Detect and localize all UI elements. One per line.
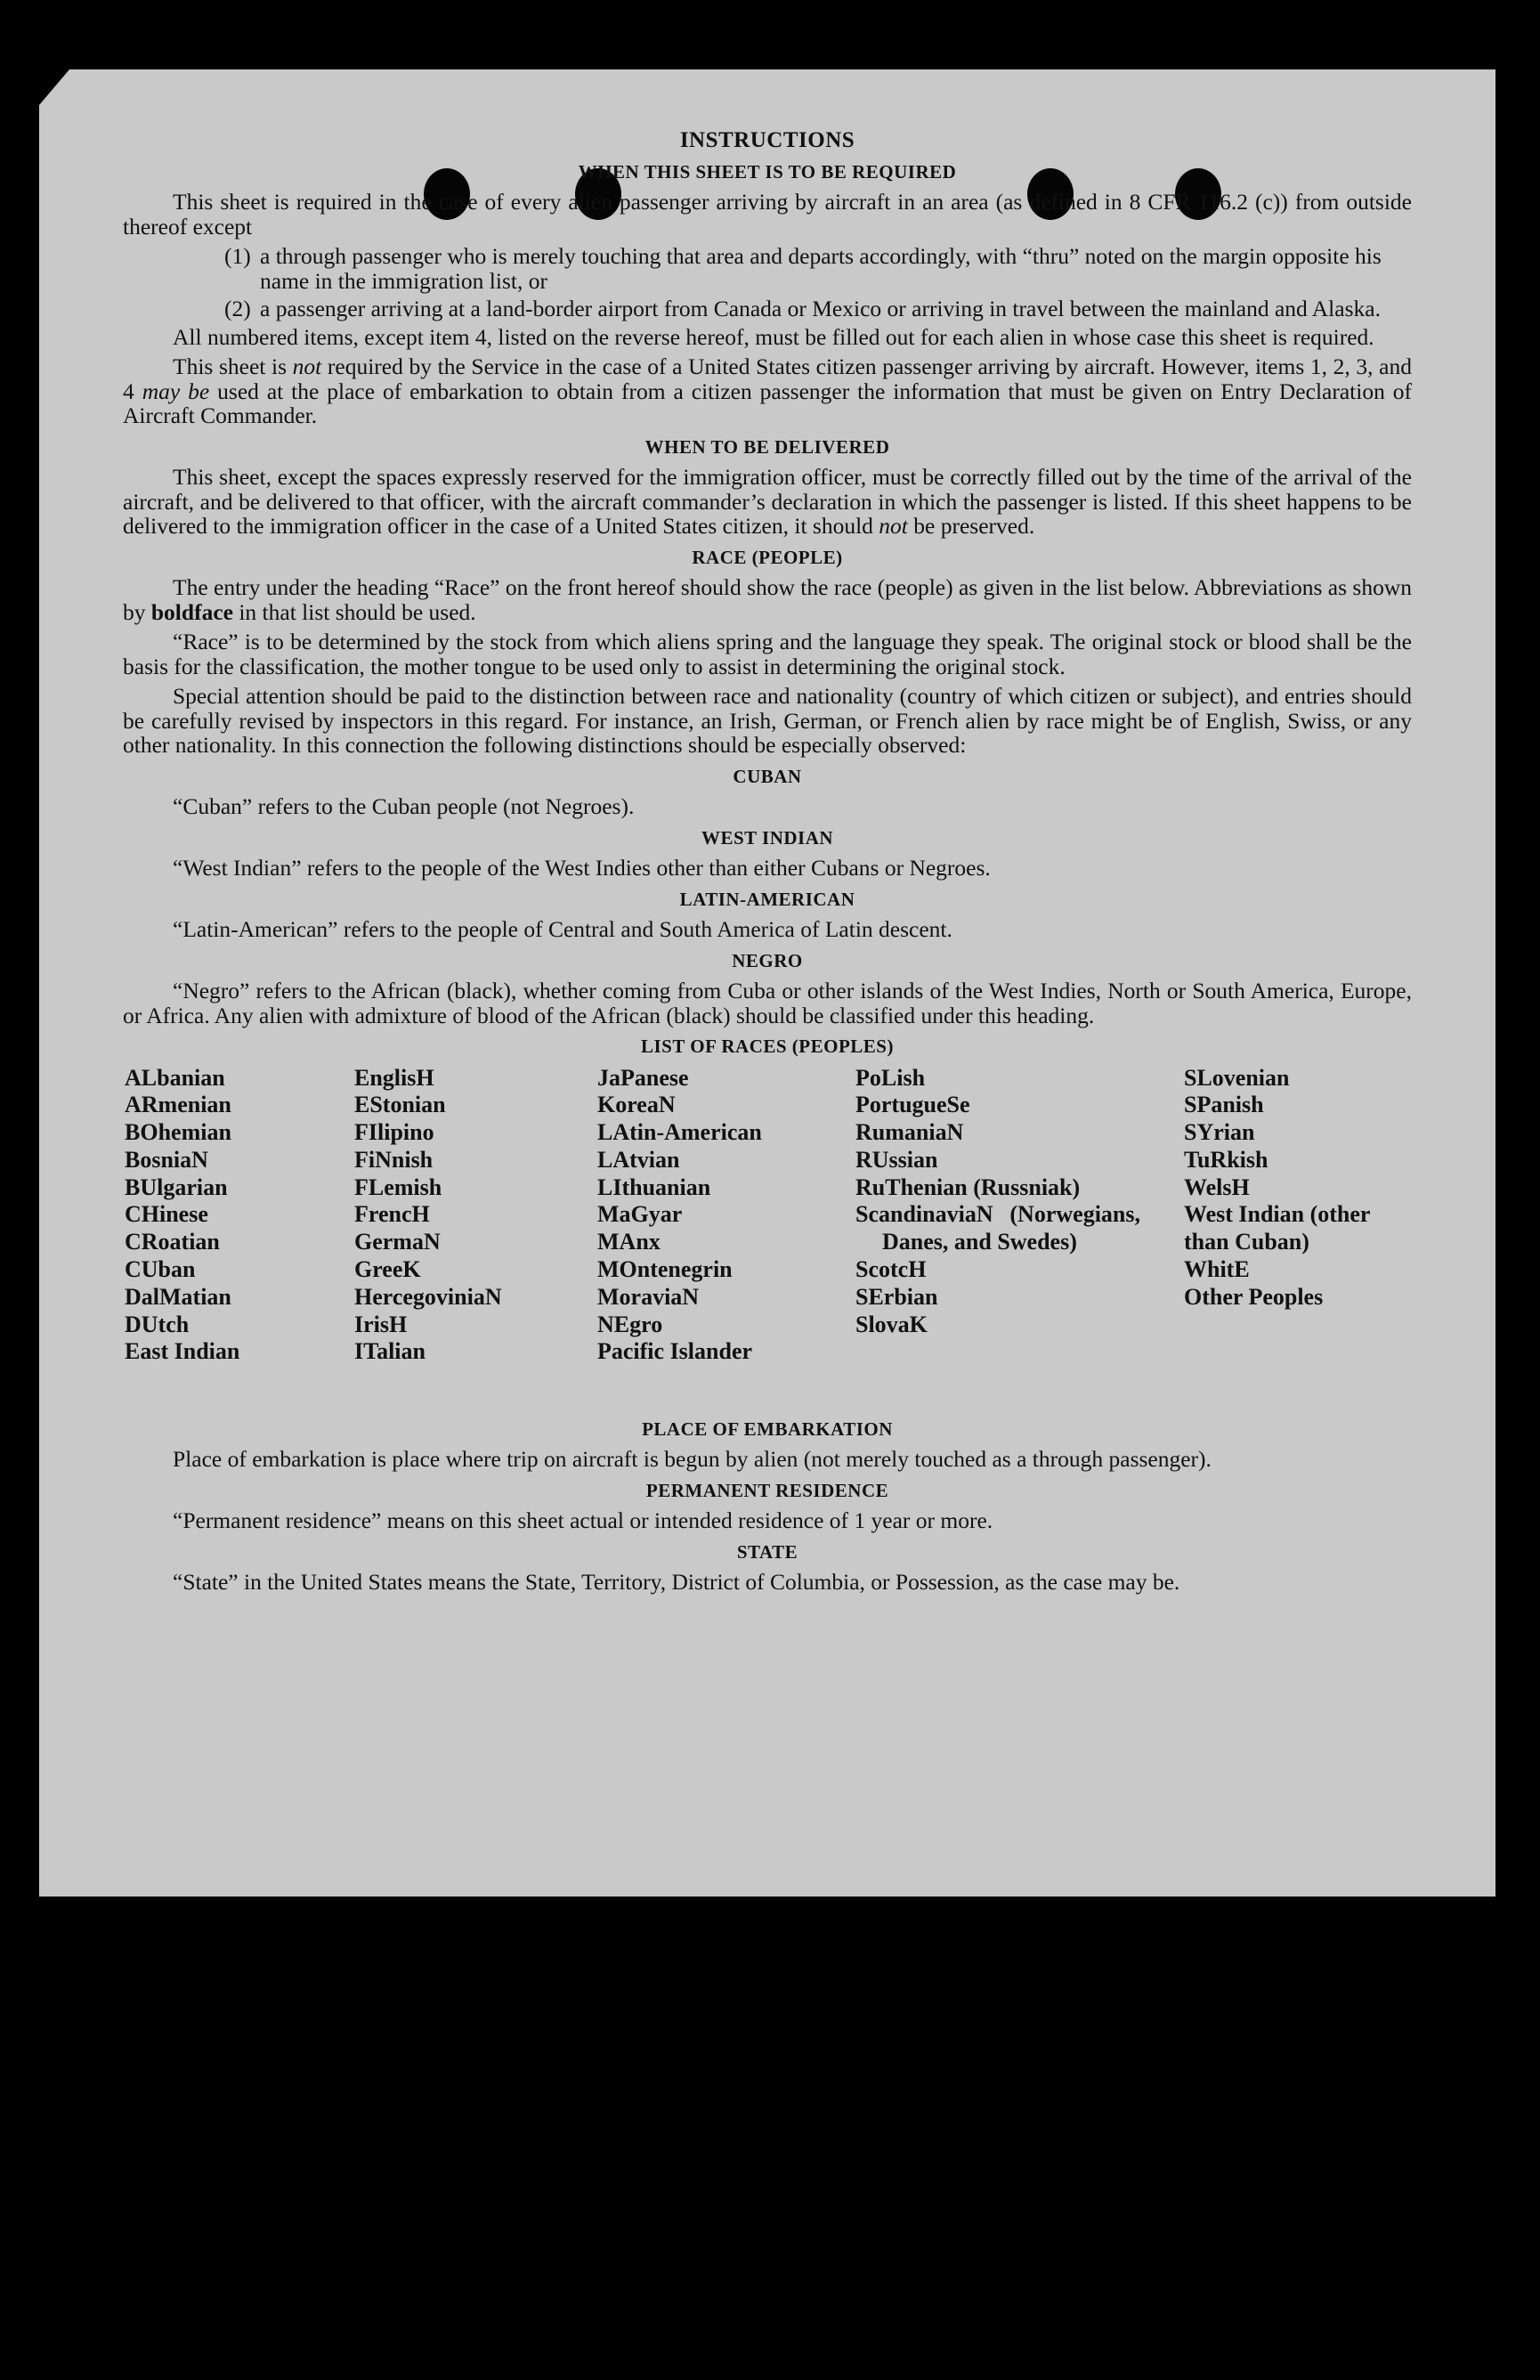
race-item: CRoatian: [125, 1229, 220, 1255]
item-number: (1): [224, 243, 251, 269]
emphasis: not: [292, 353, 322, 379]
race-item: GermaN: [354, 1229, 441, 1255]
section-heading: WHEN THIS SHEET IS TO BE REQUIRED: [578, 160, 957, 183]
race-item: WhitE: [1184, 1256, 1250, 1283]
race-item: GreeK: [354, 1256, 421, 1283]
text-run: The entry under the heading “Race” on the front hereof should show the race (people) as given in the list below. Abbreviations as shown by: [123, 574, 1412, 625]
race-item: ITalian: [354, 1338, 426, 1365]
section-heading: STATE: [736, 1540, 798, 1563]
race-item: TuRkish: [1184, 1146, 1268, 1173]
race-item: LAtin-American: [597, 1119, 762, 1146]
race-item: West Indian (other than Cuban): [1184, 1201, 1370, 1255]
section-heading: PERMANENT RESIDENCE: [645, 1479, 889, 1501]
races-column: [354, 1065, 595, 1367]
paragraph: Special attention should be paid to the distinction between race and nationality (country of which citizen or subject), and entries should be carefully revised by inspectors in this regard. For instance, an Irish, German, or French alien by race might be of English, Swiss, or any other nationality. In this connection the following distinctions should be especially observed:: [123, 683, 1412, 758]
race-item: JaPanese: [597, 1064, 689, 1091]
race-item: EStonian: [354, 1092, 446, 1118]
race-item: FIlipino: [354, 1119, 434, 1146]
races-list: [123, 1065, 1412, 1410]
race-item: RuThenian (Russniak): [855, 1174, 1081, 1200]
race-item: East Indian: [125, 1338, 240, 1365]
race-item: MOntenegrin: [597, 1256, 733, 1283]
section-heading: LIST OF RACES (PEOPLES): [641, 1036, 894, 1057]
text-run: used at the place of embarkation to obtain from a citizen passenger the information that must be given on Entry Declaration of Aircraft Commander.: [123, 378, 1413, 428]
race-item: BUlgarian: [125, 1174, 228, 1200]
race-item: SlovaK: [855, 1311, 928, 1337]
list-item: [123, 244, 1412, 293]
text-run: This sheet is: [173, 353, 293, 379]
race-item: BOhemian: [125, 1119, 231, 1146]
paragraph: “Cuban” refers to the Cuban people (not Negroes).: [173, 793, 635, 819]
races-column: [597, 1065, 855, 1367]
race-item: CUban: [125, 1256, 196, 1283]
instructions-content: [123, 128, 1412, 1600]
list-item: [123, 296, 1412, 321]
race-item: RUssian: [855, 1146, 938, 1173]
item-text: a passenger arriving at a land-border airport from Canada or Mexico or arriving in travel between the mainland and Alaska.: [260, 296, 1381, 321]
race-item: ScandinaviaN (Norwegians, Danes, and Swedes): [855, 1201, 1140, 1255]
text-run: be preserved.: [907, 513, 1035, 539]
race-item: Other Peoples: [1184, 1283, 1324, 1310]
paragraph: [123, 575, 1412, 624]
section-heading: WEST INDIAN: [701, 826, 834, 849]
race-item: Pacific Islander: [597, 1338, 753, 1365]
text-run: in that list should be used.: [232, 598, 476, 625]
race-item: SYrian: [1184, 1119, 1255, 1146]
race-item: ScotcH: [855, 1256, 927, 1283]
race-item: MaGyar: [597, 1201, 683, 1228]
race-item: FiNnish: [354, 1146, 434, 1173]
races-column: [125, 1065, 347, 1367]
emphasis: may be: [142, 378, 210, 404]
paragraph: “State” in the United States means the State, Territory, District of Columbia, or Possession, as the case may be.: [173, 1569, 1180, 1595]
section-heading: RACE (PEOPLE): [692, 546, 843, 568]
paragraph: All numbered items, except item 4, listed on the reverse hereof, must be filled out for each alien in whose case this sheet is required.: [173, 323, 1374, 350]
race-item: SPanish: [1184, 1092, 1264, 1118]
section-heading: PLACE OF EMBARKATION: [642, 1417, 893, 1440]
race-item: BosniaN: [125, 1146, 208, 1173]
race-item: MoraviaN: [597, 1283, 700, 1310]
race-item: HercegoviniaN: [354, 1283, 502, 1310]
item-text: a through passenger who is merely touching that area and departs accordingly, with “thru” noted on the margin opposite his name in the immigration list, or: [260, 243, 1382, 294]
item-number: (2): [224, 296, 251, 321]
paragraph: [123, 354, 1412, 428]
paragraph: “Permanent residence” means on this sheet actual or intended residence of 1 year or more.: [173, 1507, 993, 1533]
race-item: PortugueSe: [855, 1092, 970, 1118]
text-run: required by the Service in the case of a United States citizen passenger arriving by aircraft. However, items 1, 2, 3, and 4: [123, 353, 1412, 404]
race-item: LIthuanian: [597, 1174, 711, 1200]
race-item: LAtvian: [597, 1146, 680, 1173]
race-item: SErbian: [855, 1283, 938, 1310]
race-item: SLovenian: [1184, 1064, 1290, 1091]
paragraph: “Negro” refers to the African (black), whether coming from Cuba or other islands of the West Indies, North or South America, Europe, or Africa. Any alien with admixture of blood of the African (black) should be classified under this heading.: [123, 978, 1412, 1028]
race-item: WelsH: [1184, 1174, 1250, 1200]
race-item: RumaniaN: [855, 1119, 964, 1146]
race-item: EnglisH: [354, 1064, 434, 1091]
races-column: [1184, 1065, 1415, 1312]
race-item: NEgro: [597, 1311, 663, 1337]
race-item: DUtch: [125, 1311, 190, 1337]
race-item: ALbanian: [125, 1064, 225, 1091]
race-item: ARmenian: [125, 1092, 231, 1118]
page-title: INSTRUCTIONS: [679, 128, 855, 152]
text-run: This sheet, except the spaces expressly reserved for the immigration officer, must be correctly filled out by the time of the arrival of the aircraft, and be delivered to that officer, with the aircraft commander’s declaration in which the passenger is listed. If this sheet happens to be delivered to the immigration officer in the case of a United States citizen, it should: [123, 464, 1412, 539]
race-item: MAnx: [597, 1229, 661, 1255]
section-heading: LATIN-AMERICAN: [679, 888, 855, 910]
race-item: FLemish: [354, 1174, 442, 1200]
race-item: PoLish: [855, 1064, 926, 1091]
race-item: DalMatian: [125, 1283, 231, 1310]
section-heading: CUBAN: [733, 765, 802, 787]
paragraph: “Latin-American” refers to the people of Central and South America of Latin descent.: [173, 916, 952, 942]
paragraph: “Race” is to be determined by the stock from which aliens spring and the language they speak. The original stock or blood shall be the basis for the classification, the mother tongue to be used only to assist in determining the original stock.: [123, 629, 1412, 679]
race-item: KoreaN: [597, 1092, 676, 1118]
section-heading: NEGRO: [732, 949, 803, 971]
section-heading: WHEN TO BE DELIVERED: [644, 435, 890, 458]
emphasis: not: [879, 513, 908, 539]
paragraph: Place of embarkation is place where trip on aircraft is begun by alien (not merely touched as a through passenger).: [173, 1446, 1212, 1472]
race-item: IrisH: [354, 1311, 408, 1337]
bold-text: boldface: [150, 598, 233, 625]
races-column: [855, 1065, 1140, 1339]
race-item: FrencH: [354, 1201, 430, 1228]
paragraph: [123, 465, 1412, 539]
paragraph: “West Indian” refers to the people of the West Indies other than either Cubans or Negroes.: [173, 855, 991, 881]
paragraph: This sheet is required in the case of every alien passenger arriving by aircraft in an area (as defined in 8 CFR 116.2 (c)) from outside thereof except: [123, 189, 1412, 240]
race-item: CHinese: [125, 1201, 208, 1228]
